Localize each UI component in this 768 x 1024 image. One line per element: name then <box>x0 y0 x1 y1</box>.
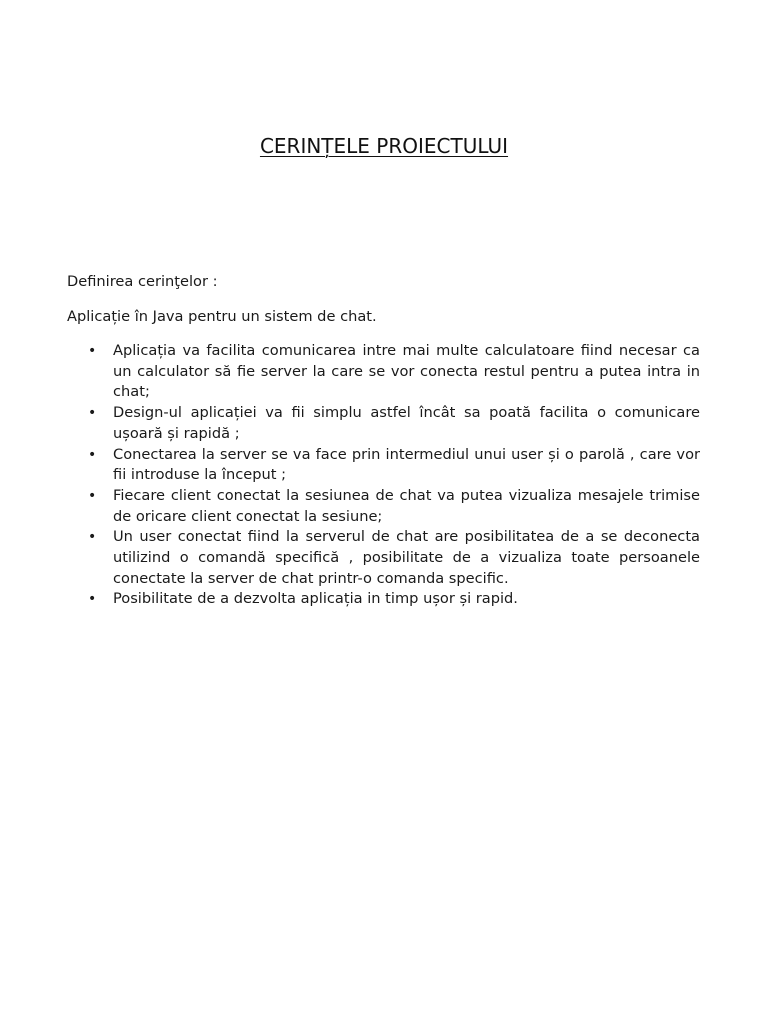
requirement-item: • Conectarea la server se va face prin intermediul unui user și o parolă , care vor fii introduse la început ; <box>113 445 700 486</box>
requirements-list <box>113 341 700 610</box>
requirement-item: • Un user conectat fiind la serverul de chat are posibilitatea de a se deconecta utilizind o comandă specifică , posibilitate de a vizualiza toate persoanele conectate la server de chat printr-o comanda specific. <box>113 527 700 589</box>
requirement-item: • Aplicația va facilita comunicarea intre mai multe calculatoare fiind necesar ca un calculator să fie server la care se vor conecta restul pentru a putea intra in chat; <box>113 341 700 403</box>
document-title: CERINȚELE PROIECTULUI <box>259 134 509 158</box>
project-subtitle: Aplicație în Java pentru un sistem de chat. <box>67 308 377 325</box>
requirement-item: • Fiecare client conectat la sesiunea de chat va putea vizualiza mesajele trimise de oricare client conectat la sesiune; <box>113 486 700 527</box>
requirement-item: • Design-ul aplicației va fii simplu astfel încât sa poată facilita o comunicare ușoară și rapidă ; <box>113 403 700 444</box>
definition-label: Definirea cerinţelor : <box>67 273 218 290</box>
requirement-item: • Posibilitate de a dezvolta aplicația in timp ușor și rapid. <box>113 589 700 610</box>
